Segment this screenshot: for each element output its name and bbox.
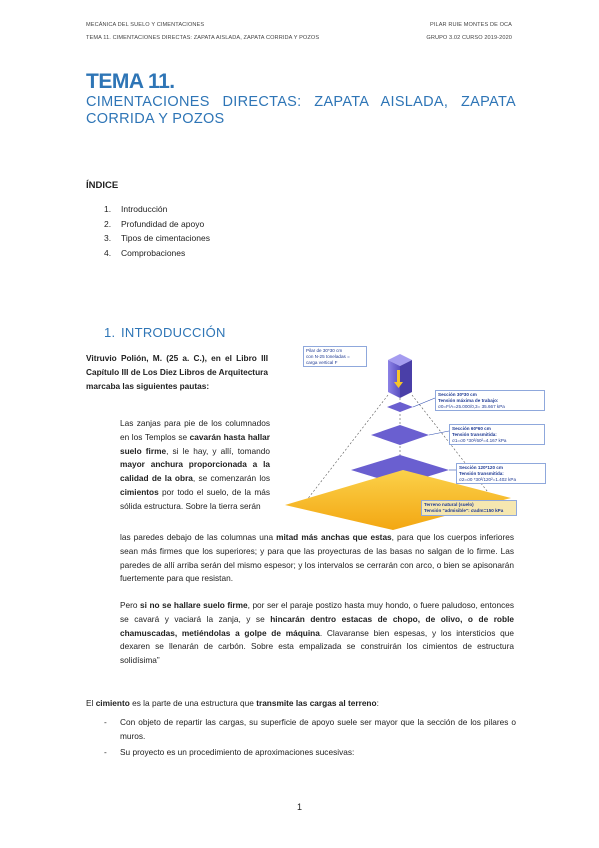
pillar-side [400,360,412,398]
page-subtitle: CIMENTACIONES DIRECTAS: ZAPATA AISLADA, ZAPATA CORRIDA Y POZOS [86,94,516,127]
list-item: - Su proyecto es un procedimiento de aproximaciones sucesivas: [104,746,355,757]
index-item: 3. Tipos de cimentaciones [104,233,210,243]
cimiento-definition: El cimiento es la parte de una estructura que transmite las cargas al terreno: [86,698,379,708]
quote-paragraph-1: Las zanjas para pie de los columnados en los Templos se cavarán hasta hallar suelo firme, si le hay, y allí, tomando mayor anchura proporcionada a la calidad de la obra, se comenzarán los cimientos por todo el suelo, de la más sólida estructura. Sobre la tierra serán [120,418,271,511]
quote-paragraph-2: las paredes debajo de las columnas una mitad más anchas que estas, para que los cuerpos inferiores sean más firmes que los superiores; y para que las proyecturas de las basas no salgan de lo firme. Las paredes de allí arriba serán del mismo espesor; y los intervalos se cerrarán con arco, o bien se apisonarán fuertemente para que resistan. [120,532,514,584]
list-item: - Con objeto de repartir las cargas, su superficie de apoyo suele ser mayor que la sección de los pilares o muros. [104,717,516,741]
quote-paragraph-3: Pero si no se hallare suelo firme, por ser el paraje postizo hasta muy hondo, o fuere paludoso, entonces se cavará y vaciará la zanja, y se hincarán dentro estacas de chopo, de olivo, o de roble chamuscadas, metiéndolas a golpe de máquina. Clavaranse bien espesas, y los intersticios que dexaren se llenarán de carbón. Sobre esta empalizada se construirán los cimientos de estructura solidísima” [120,600,514,666]
callout-section-60: Sección 60*60 cm Tensión transmitida: σ1=σ0 *30²/60²=4.167 kPa [449,424,545,445]
section-title: 1. INTRODUCCIÓN [104,325,226,340]
load-arrow [397,370,400,382]
index-item: 2. Profundidad de apoyo [104,218,205,229]
index-heading: ÍNDICE [86,180,119,191]
page-title: TEMA 11. [86,70,175,93]
vitruvio-intro: Vitruvio Polión, M. (25 a. C.), en el Libro III Capítulo III de Los Diez Libros de Arquitectura marcaba las siguientes pautas: [86,353,268,391]
index-list [104,204,210,262]
pillar-note: Pilar de 30*30 cm con N-25 toneladas = carga vertical F [303,346,367,367]
header-course: MECÁNICA DEL SUELO Y CIMENTACIONES [86,22,205,28]
header-author: PILAR RUIE MONTES DE OCA [430,22,512,28]
callout-section-120: Sección 120*120 cm Tensión transmitida: σ2=σ0 *30²/120²=1.402 kPa [456,463,546,484]
index-item: 1. Introducción [104,204,168,214]
header-topic: TEMA 11. CIMENTACIONES DIRECTAS: ZAPATA AISLADA, ZAPATA CORRIDA Y POZOS [86,35,320,41]
callout-section-30: Sección 30*30 cm Tensión máxima de trabajo: σ0=F/A=25.000/0,3= 35.667 kPa [435,390,545,411]
header-group: GRUPO 3.02 CURSO 2019-2020 [426,35,512,41]
foundation-diagram [283,340,543,530]
page-number: 1 [296,802,302,812]
section-30 [387,402,413,412]
callout-soil: Terreno natural (suelo) Tensión "admisible": σadm=150 kPa [421,500,517,516]
bullet-list [104,716,516,761]
index-item: 4. Comprobaciones [104,247,186,258]
section-60 [371,425,429,445]
